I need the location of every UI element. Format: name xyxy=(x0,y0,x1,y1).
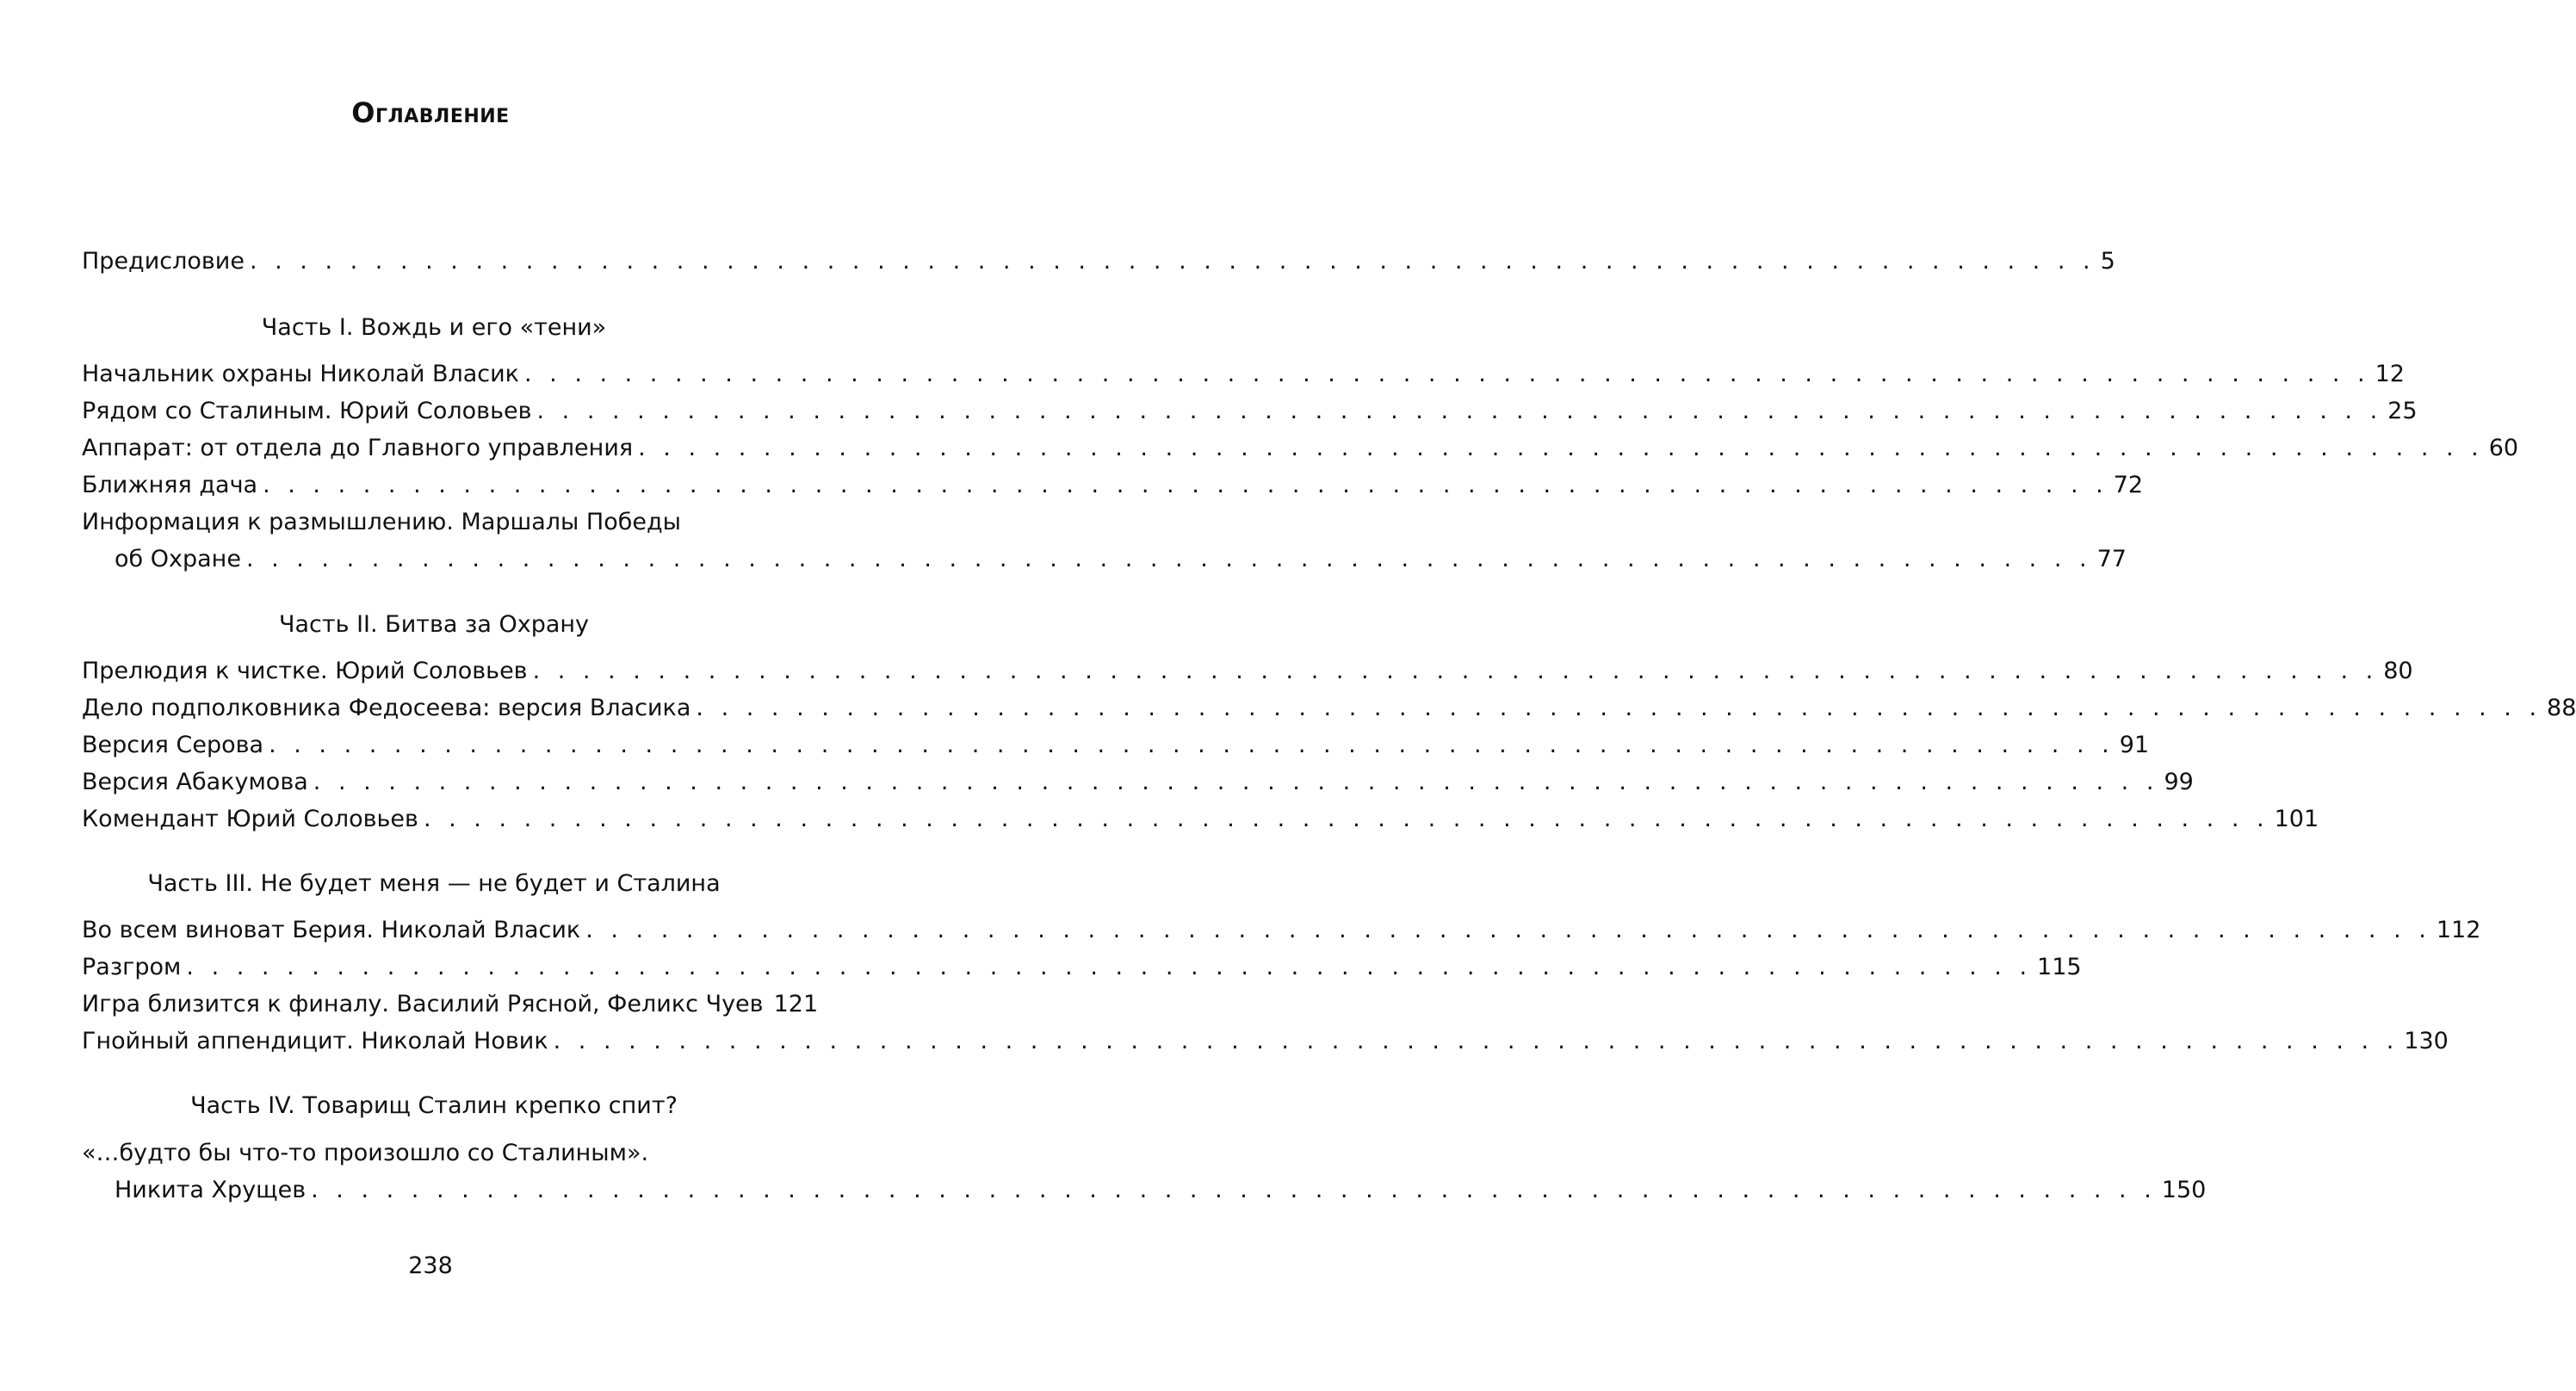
toc-entry xyxy=(82,989,819,1020)
toc-entry xyxy=(82,470,2144,501)
dot-leader: . . . . . . . . . . . . . . . . . . . . . . . . . . . . . . . . . . . . . . . . . . . . . . . . . . . . . . . . . . . . . . . . . . . . . . . . . . xyxy=(249,248,2096,275)
toc-entry-page: 130 xyxy=(2404,1028,2449,1054)
dot-leader: . . . . . . . . . . . . . . . . . . . . . . . . . . . . . . . . . . . . . . . . . . . . . . . . . . . . . . . . . . . . . . . . . . . . . . . . . . xyxy=(585,917,2431,943)
toc-entry-label: Гнойный аппендицит. Николай Новик xyxy=(82,1028,548,1054)
toc-entry-label: Рядом со Сталиным. Юрий Соловьев xyxy=(82,398,532,424)
toc-entry xyxy=(82,693,2576,724)
toc-entry xyxy=(82,544,2127,575)
dot-leader: . . . . . . . . . . . . . . . . . . . . . . . . . . . . . . . . . . . . . . . . . . . . . . . . . . . . . . . . . . . . . . . . . . . . . . . . . . xyxy=(696,695,2542,721)
toc-entry xyxy=(82,915,2481,946)
dot-leader: . . . . . . . . . . . . . . . . . . . . . . . . . . . . . . . . . . . . . . . . . . . . . . . . . . . . . . . . . . . . . . . . . . . . . . . . . . xyxy=(532,658,2379,684)
toc-entry-label: Ближняя дача xyxy=(82,472,258,498)
toc-entry-page: 80 xyxy=(2383,658,2413,684)
page-number: 238 xyxy=(408,1252,453,1279)
toc-entry-preface xyxy=(82,246,2115,277)
toc-entry-label: Предисловие xyxy=(82,248,245,275)
toc-entry xyxy=(82,656,2413,687)
toc-entry-label: Дело подполковника Федосеева: версия Власика xyxy=(82,695,691,721)
toc-entry-page: 77 xyxy=(2096,546,2127,572)
toc-entry xyxy=(82,804,2319,835)
part-heading-3: Часть III. Не будет меня — не будет и Сталина xyxy=(147,870,721,897)
dot-leader: . . . . . . . . . . . . . . . . . . . . . . . . . . . . . . . . . . . . . . . . . . . . . . . . . . . . . . . . . . . . . . . . . . . . . . . . . . xyxy=(263,472,2108,498)
toc-entry-page: 88 xyxy=(2547,695,2576,721)
toc-entry-page: 101 xyxy=(2274,806,2319,832)
dot-leader: . . . . . . . . . . . . . . . . . . . . . . . . . . . . . . . . . . . . . . . . . . . . . . . . . . . . . . . . . . . . . . . . . . . . . . . . . . xyxy=(245,546,2092,572)
toc-entry xyxy=(82,1026,2449,1057)
dot-leader: . . . . . . . . . . . . . . . . . . . . . . . . . . . . . . . . . . . . . . . . . . . . . . . . . . . . . . . . . . . . . . . . . . . . . . . . . . xyxy=(311,1177,2157,1203)
toc-entry-label: Аппарат: от отдела до Главного управления xyxy=(82,435,634,461)
toc-entry-page: 150 xyxy=(2161,1177,2207,1203)
toc-entry xyxy=(82,396,2418,427)
dot-leader: . . . . . . . . . . . . . . . . . . . . . . . . . . . . . . . . . . . . . . . . . . . . . . . . . . . . . . . . . . . . . . . . . . . . . . . . . . xyxy=(638,435,2484,461)
toc-entry-label: Игра близится к финалу. Василий Рясной, Феликс Чуев xyxy=(82,991,764,1017)
toc-entry-page: 60 xyxy=(2488,435,2519,461)
part-heading-2: Часть II. Битва за Охрану xyxy=(278,611,590,638)
toc-entry-label: Разгром xyxy=(82,954,182,980)
page-title: Оглавление xyxy=(351,96,510,129)
toc-entry xyxy=(82,1175,2207,1206)
toc-entry-label: Начальник охраны Николай Власик xyxy=(82,361,519,387)
toc-entry-page: 12 xyxy=(2375,361,2405,387)
toc-entry-label: Версия Абакумова xyxy=(82,769,308,795)
toc-entry-page: 121 xyxy=(773,991,819,1017)
toc-entry-label: Прелюдия к чистке. Юрий Соловьев xyxy=(82,658,528,684)
toc-entry-label: Версия Серова xyxy=(82,732,264,758)
toc-entry-page: 5 xyxy=(2100,248,2115,275)
toc-entry-page: 25 xyxy=(2387,398,2418,424)
toc-entry-page: 99 xyxy=(2164,769,2194,795)
toc-entry-label-line1: «…будто бы что-то произошло со Сталиным». xyxy=(82,1140,649,1166)
part-heading-1: Часть I. Вождь и его «тени» xyxy=(261,314,607,341)
dot-leader: . . . . . . . . . . . . . . . . . . . . . . . . . . . . . . . . . . . . . . . . . . . . . . . . . . . . . . . . . . . . . . . . . . . . . . . . . . xyxy=(313,769,2159,795)
part-heading-4: Часть IV. Товарищ Сталин крепко спит? xyxy=(190,1092,678,1119)
toc-entry xyxy=(82,359,2405,390)
toc-entry xyxy=(82,730,2150,761)
toc-entry-label: Комендант Юрий Соловьев xyxy=(82,806,418,832)
toc-entry-label: Никита Хрущев xyxy=(115,1177,307,1203)
toc-entry-page: 91 xyxy=(2119,732,2150,758)
toc-entry-page: 72 xyxy=(2113,472,2144,498)
dot-leader: . . . . . . . . . . . . . . . . . . . . . . . . . . . . . . . . . . . . . . . . . . . . . . . . . . . . . . . . . . . . . . . . . . . . . . . . . . xyxy=(523,361,2370,387)
dot-leader: . . . . . . . . . . . . . . . . . . . . . . . . . . . . . . . . . . . . . . . . . . . . . . . . . . . . . . . . . . . . . . . . . . . . . . . . . . xyxy=(186,954,2033,980)
toc-entry xyxy=(82,952,2082,983)
toc-entry-label-line1: Информация к размышлению. Маршалы Победы xyxy=(82,509,682,535)
toc-entry-page: 115 xyxy=(2037,954,2082,980)
dot-leader: . . . . . . . . . . . . . . . . . . . . . . . . . . . . . . . . . . . . . . . . . . . . . . . . . . . . . . . . . . . . . . . . . . . . . . . . . . xyxy=(553,1028,2400,1054)
dot-leader: . . . . . . . . . . . . . . . . . . . . . . . . . . . . . . . . . . . . . . . . . . . . . . . . . . . . . . . . . . . . . . . . . . . . . . . . . . xyxy=(536,398,2383,424)
toc-entry-label: Во всем виноват Берия. Николай Власик xyxy=(82,917,581,943)
toc-entry-page: 112 xyxy=(2436,917,2481,943)
toc-entry xyxy=(82,767,2194,798)
toc-entry xyxy=(82,433,2519,464)
dot-leader: . . . . . . . . . . . . . . . . . . . . . . . . . . . . . . . . . . . . . . . . . . . . . . . . . . . . . . . . . . . . . . . . . . . . . . . . . . xyxy=(269,732,2115,758)
toc-entry-label: об Охране xyxy=(115,546,241,572)
dot-leader: . . . . . . . . . . . . . . . . . . . . . . . . . . . . . . . . . . . . . . . . . . . . . . . . . . . . . . . . . . . . . . . . . . . . . . . . . . xyxy=(423,806,2269,832)
